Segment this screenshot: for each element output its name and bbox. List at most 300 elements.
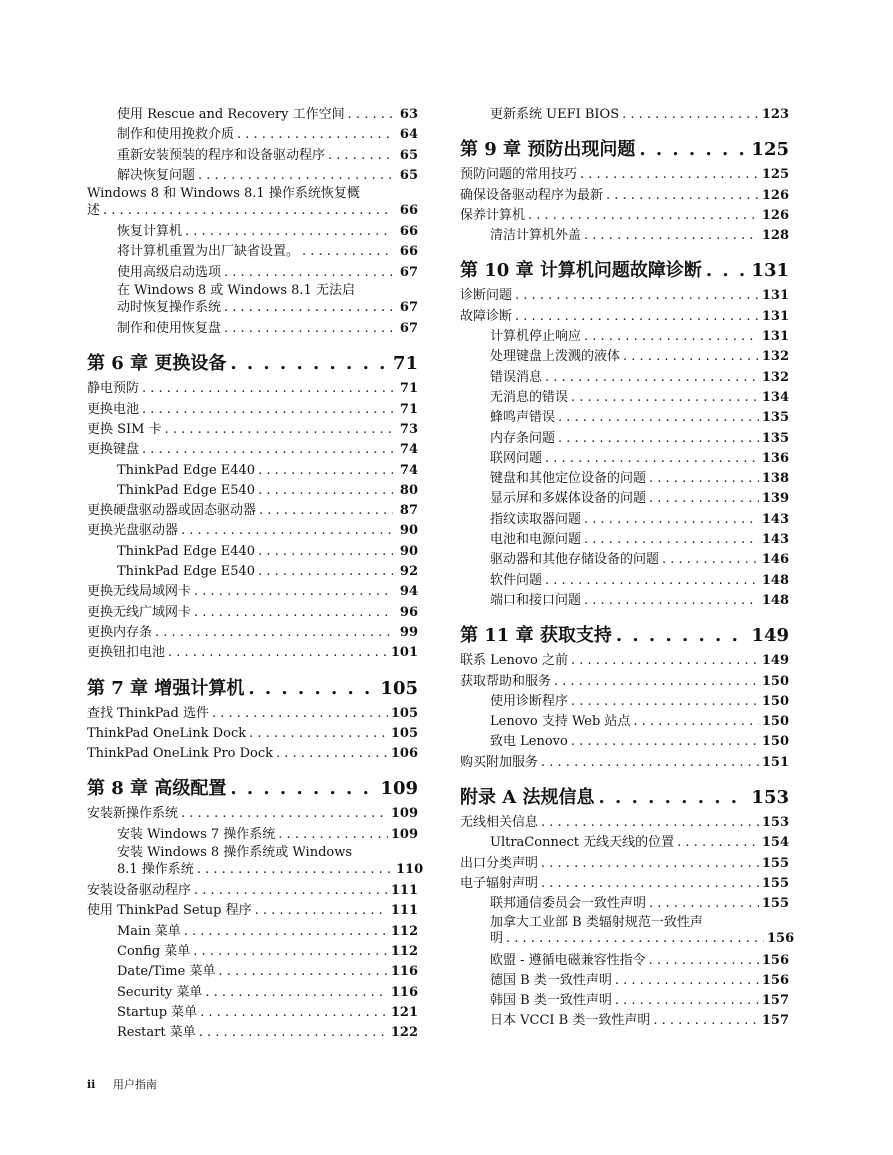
entry-title: 电池和电源问题 bbox=[490, 532, 582, 548]
entry-title: 使用 ThinkPad Setup 程序 bbox=[87, 903, 252, 919]
entry-title-line1: 在 Windows 8 或 Windows 8.1 无法启 bbox=[117, 283, 355, 299]
entry-title: ThinkPad Edge E440 bbox=[117, 462, 256, 478]
entry-title: 安装设备驱动程序 bbox=[87, 883, 192, 899]
entry-title: 制作和使用恢复盘 bbox=[117, 321, 222, 337]
entry-title: ThinkPad OneLink Pro Dock bbox=[87, 746, 274, 762]
entry-title: ThinkPad Edge E540 bbox=[117, 564, 256, 580]
entry-title: 确保设备驱动程序为最新 bbox=[460, 187, 604, 203]
toc-entry[interactable] bbox=[460, 307, 789, 327]
entry-page-number: 112 bbox=[390, 923, 418, 939]
entry-title: 内存条问题 bbox=[490, 430, 556, 446]
entry-page-number: 150 bbox=[761, 714, 789, 730]
toc-entry[interactable] bbox=[460, 672, 789, 692]
entry-page-number: 138 bbox=[761, 471, 789, 487]
entry-page-number: 149 bbox=[761, 653, 789, 669]
dot-leader bbox=[218, 962, 387, 982]
toc-entry[interactable] bbox=[460, 429, 789, 449]
dot-leader bbox=[259, 501, 393, 521]
dot-leader bbox=[200, 1003, 388, 1023]
entry-title-line1: 安装 Windows 8 操作系统或 Windows bbox=[117, 845, 353, 861]
entry-page-number: 105 bbox=[390, 725, 418, 741]
toc-column-right bbox=[460, 105, 795, 1032]
toc-entry[interactable] bbox=[460, 914, 795, 948]
dot-leader bbox=[571, 692, 759, 712]
dot-leader bbox=[515, 307, 759, 327]
dot-leader bbox=[558, 429, 759, 449]
toc-entry[interactable] bbox=[460, 813, 789, 833]
entry-title: 联系 Lenovo 之前 bbox=[460, 653, 568, 669]
chapter-title: 第 10 章 计算机问题故障诊断 bbox=[460, 260, 702, 282]
entry-page-number: 156 bbox=[767, 931, 795, 946]
entry-page-number: 66 bbox=[399, 224, 418, 240]
dot-leader bbox=[258, 542, 393, 562]
dot-leader bbox=[258, 461, 393, 481]
entry-title: Config 菜单 bbox=[117, 943, 191, 959]
toc-entry[interactable] bbox=[87, 440, 418, 460]
toc-entry[interactable] bbox=[87, 623, 418, 643]
entry-page-number: 73 bbox=[399, 421, 418, 437]
entry-page-number: 64 bbox=[399, 127, 418, 143]
entry-page-number: 67 bbox=[399, 299, 418, 315]
entry-title: 静电预防 bbox=[87, 381, 140, 397]
entry-title: 保养计算机 bbox=[460, 207, 526, 223]
entry-page-number: 156 bbox=[761, 972, 789, 988]
dot-leader bbox=[633, 712, 758, 732]
entry-page-number: 92 bbox=[399, 564, 418, 580]
dot-leader bbox=[615, 971, 759, 991]
dot-leader bbox=[649, 469, 759, 489]
toc-entry[interactable] bbox=[460, 591, 789, 611]
dot-leader bbox=[662, 550, 759, 570]
dot-leader bbox=[649, 894, 759, 914]
entry-title: ThinkPad Edge E540 bbox=[117, 482, 256, 498]
entry-title: Security 菜单 bbox=[117, 984, 203, 1000]
dot-leader bbox=[181, 521, 393, 541]
entry-page-number: 109 bbox=[390, 806, 418, 822]
dot-leader bbox=[623, 347, 759, 367]
dot-leader bbox=[258, 562, 393, 582]
entry-title: Startup 菜单 bbox=[117, 1004, 198, 1020]
entry-title: 更换钮扣电池 bbox=[87, 645, 166, 661]
entry-page-number: 74 bbox=[399, 442, 418, 458]
toc-chapter-heading[interactable] bbox=[460, 137, 789, 163]
entry-page-number: 126 bbox=[761, 187, 789, 203]
toc-entry[interactable] bbox=[87, 242, 418, 262]
entry-title: 更换 SIM 卡 bbox=[87, 421, 162, 437]
entry-title: 联网问题 bbox=[490, 450, 543, 466]
entry-title-line1: 加拿大工业部 B 类辐射规范一致性声 bbox=[490, 914, 703, 930]
toc-entry[interactable] bbox=[460, 388, 789, 408]
toc-entry[interactable] bbox=[460, 469, 789, 489]
dot-leader bbox=[258, 481, 393, 501]
toc-entry[interactable] bbox=[87, 400, 418, 420]
entry-title-line2-row bbox=[117, 861, 424, 879]
entry-title: 更新系统 UEFI BIOS bbox=[490, 107, 620, 122]
entry-page-number: 112 bbox=[390, 943, 418, 959]
chapter-title: 第 7 章 增强计算机 bbox=[87, 677, 245, 699]
entry-page-number: 96 bbox=[399, 604, 418, 620]
toc-entry[interactable] bbox=[87, 744, 418, 764]
entry-page-number: 150 bbox=[761, 693, 789, 709]
entry-page-number: 150 bbox=[761, 734, 789, 750]
footer-doc-title: 用户指南 bbox=[112, 1078, 157, 1091]
dot-leader bbox=[506, 931, 764, 948]
dot-leader bbox=[622, 105, 759, 125]
entry-page-number: 74 bbox=[399, 462, 418, 478]
toc-entry[interactable] bbox=[460, 692, 789, 712]
dot-leader bbox=[198, 166, 393, 186]
toc-entry[interactable] bbox=[460, 971, 789, 991]
toc-entry[interactable] bbox=[87, 962, 418, 982]
toc-entry[interactable] bbox=[87, 1023, 418, 1043]
entry-title: 诊断问题 bbox=[460, 288, 513, 304]
entry-title: 恢复计算机 bbox=[117, 224, 183, 240]
entry-page-number: 63 bbox=[399, 107, 418, 122]
dot-leader bbox=[184, 922, 388, 942]
entry-title: 处理键盘上泼溅的液体 bbox=[490, 349, 621, 365]
dot-leader bbox=[103, 203, 393, 220]
toc-entry[interactable] bbox=[87, 643, 418, 663]
entry-page-number: 155 bbox=[761, 855, 789, 871]
chapter-page-number: 109 bbox=[380, 778, 418, 800]
entry-page-number: 125 bbox=[761, 167, 789, 183]
dot-leader bbox=[197, 862, 393, 879]
dot-leader bbox=[142, 400, 393, 420]
entry-page-number: 101 bbox=[390, 645, 418, 661]
entry-page-number: 146 bbox=[761, 552, 789, 568]
toc-entry[interactable] bbox=[460, 368, 789, 388]
entry-page-number: 87 bbox=[399, 503, 418, 519]
entry-page-number: 99 bbox=[399, 624, 418, 640]
toc-entry[interactable] bbox=[87, 521, 418, 541]
toc-entry[interactable] bbox=[460, 186, 789, 206]
entry-title: 使用诊断程序 bbox=[490, 693, 569, 709]
toc-entry[interactable] bbox=[460, 327, 789, 347]
toc-entry[interactable] bbox=[87, 881, 418, 901]
entry-title-line2: 明 bbox=[490, 931, 504, 946]
toc-entry[interactable] bbox=[460, 732, 789, 752]
toc-entry[interactable] bbox=[87, 562, 418, 582]
dot-leader bbox=[571, 651, 759, 671]
entry-title: 欧盟 - 遵循电磁兼容性指令 bbox=[490, 952, 646, 968]
entry-page-number: 143 bbox=[761, 532, 789, 548]
entry-page-number: 155 bbox=[761, 875, 789, 891]
entry-page-number: 121 bbox=[390, 1004, 418, 1020]
entry-title: 故障诊断 bbox=[460, 308, 513, 324]
entry-page-number: 153 bbox=[761, 815, 789, 831]
entry-title: 更换无线局域网卡 bbox=[87, 584, 192, 600]
dot-leader bbox=[194, 582, 393, 602]
dot-leader bbox=[580, 165, 759, 185]
entry-page-number: 151 bbox=[761, 754, 789, 770]
dot-leader bbox=[653, 1011, 758, 1031]
toc-entry[interactable] bbox=[460, 226, 789, 246]
entry-title: 购买附加服务 bbox=[460, 754, 539, 770]
entry-page-number: 134 bbox=[761, 389, 789, 405]
dot-leader bbox=[545, 571, 759, 591]
chapter-page-number: 131 bbox=[751, 260, 789, 282]
dot-leader bbox=[545, 449, 759, 469]
dot-leader bbox=[584, 530, 759, 550]
toc-entry[interactable] bbox=[87, 420, 418, 440]
toc-entry[interactable] bbox=[87, 603, 418, 623]
toc-entry[interactable] bbox=[87, 105, 418, 125]
dot-leader bbox=[165, 420, 393, 440]
dot-leader bbox=[677, 833, 759, 853]
dot-leader bbox=[571, 388, 759, 408]
entry-page-number: 66 bbox=[399, 244, 418, 260]
entry-page-number: 116 bbox=[390, 984, 418, 1000]
entry-title-line2: 动时恢复操作系统 bbox=[117, 299, 222, 315]
dot-leader bbox=[649, 951, 759, 971]
entry-title: 韩国 B 类一致性声明 bbox=[490, 993, 612, 1009]
dot-leader bbox=[249, 724, 388, 744]
toc-entry[interactable] bbox=[87, 922, 418, 942]
toc-entry[interactable] bbox=[87, 283, 418, 316]
entry-title: 蜂鸣声错误 bbox=[490, 410, 556, 426]
toc-entry[interactable] bbox=[87, 582, 418, 602]
toc-entry[interactable] bbox=[460, 206, 789, 226]
dot-leader bbox=[199, 1023, 388, 1043]
chapter-title: 第 6 章 更换设备 bbox=[87, 353, 227, 375]
dot-leader bbox=[194, 603, 393, 623]
toc-chapter-heading[interactable] bbox=[460, 785, 789, 811]
dot-leader bbox=[615, 991, 759, 1011]
dot-leader bbox=[212, 704, 388, 724]
dot-leader bbox=[168, 643, 388, 663]
dot-leader bbox=[230, 776, 376, 802]
chapter-title: 第 8 章 高级配置 bbox=[87, 778, 227, 800]
entry-page-number: 122 bbox=[390, 1025, 418, 1041]
entry-title: 驱动器和其他存储设备的问题 bbox=[490, 552, 660, 568]
entry-page-number: 111 bbox=[390, 883, 418, 899]
entry-page-number: 139 bbox=[761, 491, 789, 507]
toc-entry[interactable] bbox=[87, 125, 418, 145]
toc-entry[interactable] bbox=[87, 146, 418, 166]
dot-leader bbox=[599, 785, 748, 811]
chapter-page-number: 71 bbox=[392, 353, 418, 375]
toc-entry[interactable] bbox=[460, 165, 789, 185]
dot-leader bbox=[584, 327, 759, 347]
toc-entry[interactable] bbox=[460, 510, 789, 530]
entry-title: ThinkPad Edge E440 bbox=[117, 543, 256, 559]
toc-entry[interactable] bbox=[87, 983, 418, 1003]
entry-page-number: 148 bbox=[761, 592, 789, 608]
toc-entry[interactable] bbox=[87, 166, 418, 186]
entry-page-number: 94 bbox=[399, 584, 418, 600]
toc-entry[interactable] bbox=[460, 833, 789, 853]
toc-chapter-heading[interactable] bbox=[460, 623, 789, 649]
entry-title: 软件问题 bbox=[490, 572, 543, 588]
dot-leader bbox=[237, 125, 393, 145]
entry-title: 无消息的错误 bbox=[490, 389, 569, 405]
dot-leader bbox=[142, 440, 393, 460]
entry-title-line2: 述 bbox=[87, 202, 101, 218]
dot-leader bbox=[142, 379, 393, 399]
toc-entry[interactable] bbox=[460, 408, 789, 428]
entry-page-number: 66 bbox=[399, 202, 418, 218]
toc-entry[interactable] bbox=[460, 894, 789, 914]
dot-leader bbox=[348, 105, 393, 125]
toc-entry[interactable] bbox=[460, 489, 789, 509]
entry-page-number: 154 bbox=[761, 835, 789, 851]
entry-title: 出口分类声明 bbox=[460, 855, 539, 871]
toc-entry[interactable] bbox=[87, 1003, 418, 1023]
entry-title-line2-row bbox=[87, 203, 418, 220]
entry-page-number: 143 bbox=[761, 511, 789, 527]
dot-leader bbox=[224, 319, 393, 339]
entry-page-number: 67 bbox=[399, 321, 418, 337]
toc-entry[interactable] bbox=[87, 379, 418, 399]
toc-chapter-heading[interactable] bbox=[87, 776, 418, 802]
dot-leader bbox=[278, 825, 388, 845]
dot-leader bbox=[584, 226, 759, 246]
toc-chapter-heading[interactable] bbox=[87, 676, 418, 702]
entry-title: Main 菜单 bbox=[117, 923, 181, 939]
entry-page-number: 123 bbox=[761, 107, 789, 122]
chapter-title: 附录 A 法规信息 bbox=[460, 787, 595, 809]
entry-page-number: 156 bbox=[761, 952, 789, 968]
toc-entry[interactable] bbox=[87, 804, 418, 824]
entry-page-number: 106 bbox=[390, 746, 418, 762]
dot-leader bbox=[528, 206, 759, 226]
dot-leader bbox=[541, 854, 759, 874]
entry-page-number: 157 bbox=[761, 1013, 789, 1029]
toc-entry[interactable] bbox=[460, 286, 789, 306]
entry-page-number: 135 bbox=[761, 430, 789, 446]
entry-page-number: 131 bbox=[761, 288, 789, 304]
entry-title: 指纹读取器问题 bbox=[490, 511, 582, 527]
toc-entry[interactable] bbox=[87, 461, 418, 481]
entry-title: 日本 VCCI B 类一致性声明 bbox=[490, 1013, 651, 1029]
entry-page-number: 131 bbox=[761, 308, 789, 324]
entry-title: ThinkPad OneLink Dock bbox=[87, 725, 247, 741]
toc-entry[interactable] bbox=[87, 901, 418, 921]
entry-title: 重新安装预装的程序和设备驱动程序 bbox=[117, 147, 326, 163]
entry-page-number: 90 bbox=[399, 523, 418, 539]
dot-leader bbox=[194, 881, 388, 901]
entry-page-number: 111 bbox=[390, 903, 418, 919]
dot-leader bbox=[276, 744, 388, 764]
toc-entry[interactable] bbox=[460, 105, 789, 125]
chapter-title: 第 11 章 获取支持 bbox=[460, 625, 612, 647]
dot-leader bbox=[616, 623, 748, 649]
toc-entry[interactable] bbox=[87, 542, 418, 562]
dot-leader bbox=[571, 732, 759, 752]
entry-title: 更换硬盘驱动器或固态驱动器 bbox=[87, 503, 257, 519]
toc-entry[interactable] bbox=[460, 550, 789, 570]
entry-title: 安装 Windows 7 操作系统 bbox=[117, 826, 276, 842]
entry-title: 查找 ThinkPad 选件 bbox=[87, 705, 209, 721]
entry-page-number: 148 bbox=[761, 572, 789, 588]
entry-page-number: 67 bbox=[399, 264, 418, 280]
toc-entry[interactable] bbox=[87, 222, 418, 242]
footer-page-number: ii bbox=[87, 1078, 96, 1091]
toc-entry[interactable] bbox=[460, 571, 789, 591]
toc-entry[interactable] bbox=[87, 825, 418, 845]
dot-leader bbox=[224, 263, 393, 283]
toc-chapter-heading[interactable] bbox=[87, 351, 418, 377]
toc-entry[interactable] bbox=[87, 319, 418, 339]
toc-entry[interactable] bbox=[87, 501, 418, 521]
toc-entry[interactable] bbox=[460, 854, 789, 874]
entry-title: Lenovo 支持 Web 站点 bbox=[490, 714, 631, 730]
dot-leader bbox=[545, 368, 759, 388]
entry-page-number: 116 bbox=[390, 964, 418, 980]
toc-entry[interactable] bbox=[87, 263, 418, 283]
toc-entry[interactable] bbox=[460, 991, 789, 1011]
dot-leader bbox=[515, 286, 759, 306]
entry-title-line2-row bbox=[490, 931, 795, 948]
dot-leader bbox=[193, 942, 388, 962]
dot-leader bbox=[649, 489, 759, 509]
toc-entry[interactable] bbox=[460, 951, 789, 971]
entry-page-number: 135 bbox=[761, 410, 789, 426]
toc-entry[interactable] bbox=[460, 449, 789, 469]
entry-page-number: 65 bbox=[399, 167, 418, 183]
entry-title: 联邦通信委员会一致性声明 bbox=[490, 896, 647, 912]
toc-entry[interactable] bbox=[87, 186, 418, 219]
dot-leader bbox=[328, 146, 393, 166]
toc-entry[interactable] bbox=[460, 712, 789, 732]
entry-page-number: 71 bbox=[399, 381, 418, 397]
entry-title-line2: 8.1 操作系统 bbox=[117, 861, 194, 877]
entry-title: 显示屏和多媒体设备的问题 bbox=[490, 491, 647, 507]
dot-leader bbox=[584, 510, 759, 530]
entry-title: 解决恢复问题 bbox=[117, 167, 196, 183]
entry-page-number: 71 bbox=[399, 401, 418, 417]
dot-leader bbox=[224, 300, 393, 317]
toc-entry[interactable] bbox=[460, 530, 789, 550]
toc-entry[interactable] bbox=[87, 481, 418, 501]
chapter-page-number: 105 bbox=[380, 677, 418, 699]
toc-entry[interactable] bbox=[87, 704, 418, 724]
toc-entry[interactable] bbox=[87, 942, 418, 962]
toc-entry[interactable] bbox=[460, 1011, 789, 1031]
entry-title: Restart 菜单 bbox=[117, 1025, 196, 1041]
toc-entry[interactable] bbox=[460, 874, 789, 894]
entry-page-number: 132 bbox=[761, 369, 789, 385]
entry-page-number: 65 bbox=[399, 147, 418, 163]
entry-page-number: 157 bbox=[761, 993, 789, 1009]
entry-title: 德国 B 类一致性声明 bbox=[490, 972, 612, 988]
entry-title: 获取帮助和服务 bbox=[460, 673, 552, 689]
dot-leader bbox=[302, 242, 393, 262]
page-footer bbox=[87, 1076, 157, 1092]
entry-page-number: 131 bbox=[761, 329, 789, 345]
toc-entry[interactable] bbox=[460, 347, 789, 367]
chapter-page-number: 125 bbox=[751, 139, 789, 161]
toc-chapter-heading[interactable] bbox=[460, 258, 789, 284]
dot-leader bbox=[541, 813, 759, 833]
toc-entry[interactable] bbox=[87, 724, 418, 744]
entry-title: 更换光盘驱动器 bbox=[87, 523, 179, 539]
dot-leader bbox=[584, 591, 759, 611]
entry-title: 更换无线广域网卡 bbox=[87, 604, 192, 620]
toc-entry[interactable] bbox=[87, 845, 424, 878]
entry-title-line1: Windows 8 和 Windows 8.1 操作系统恢复概 bbox=[87, 186, 360, 202]
entry-page-number: 132 bbox=[761, 349, 789, 365]
dot-leader bbox=[205, 983, 388, 1003]
entry-page-number: 80 bbox=[399, 482, 418, 498]
entry-title: 预防问题的常用技巧 bbox=[460, 167, 578, 183]
dot-leader bbox=[255, 901, 388, 921]
toc-entry[interactable] bbox=[460, 651, 789, 671]
toc-entry[interactable] bbox=[460, 753, 789, 773]
entry-title: 电子辐射声明 bbox=[460, 875, 539, 891]
dot-leader bbox=[230, 351, 389, 377]
dot-leader bbox=[606, 186, 759, 206]
